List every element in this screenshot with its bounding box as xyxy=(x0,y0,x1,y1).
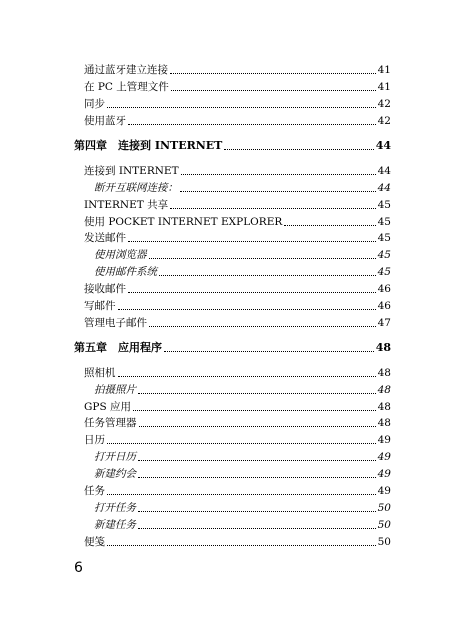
toc-label: 在 PC 上管理文件 xyxy=(84,81,169,93)
toc-page: 44 xyxy=(377,182,391,194)
leader-dots xyxy=(107,494,376,495)
chapter-label: 第四章 连接到 INTERNET xyxy=(74,139,223,152)
toc-subentry xyxy=(94,263,391,279)
leader-dots xyxy=(128,241,376,242)
toc-page: 45 xyxy=(377,199,391,211)
toc-page: 49 xyxy=(377,485,391,497)
chapter-label: 第五章 应用程序 xyxy=(74,341,162,354)
toc-entry xyxy=(84,280,391,296)
leader-dots xyxy=(128,124,376,125)
toc-label: 新建任务 xyxy=(94,519,136,531)
toc-label: 打开任务 xyxy=(94,502,136,514)
leader-dots xyxy=(224,149,373,150)
leader-dots xyxy=(159,275,376,276)
toc-label: 管理电子邮件 xyxy=(84,317,147,329)
toc-label: 打开日历 xyxy=(94,451,136,463)
toc-label: 通过蓝牙建立连接 xyxy=(84,64,168,76)
leader-dots xyxy=(164,351,374,352)
toc-subentry xyxy=(94,381,391,397)
toc-subentry xyxy=(94,246,391,262)
leader-dots xyxy=(107,107,376,108)
toc-entry xyxy=(84,112,391,128)
toc-page: 50 xyxy=(377,519,391,531)
toc-subentry xyxy=(94,499,391,515)
leader-dots xyxy=(133,410,376,411)
toc-label: 拍摄照片 xyxy=(94,384,136,396)
toc-page: 41 xyxy=(377,81,391,93)
toc-label: 断开互联网连接： xyxy=(94,182,178,194)
leader-dots xyxy=(170,208,376,209)
leader-dots xyxy=(138,393,376,394)
toc-label: 使用 POCKET INTERNET EXPLORER xyxy=(84,216,283,228)
toc-page: 48 xyxy=(377,417,391,429)
toc-entry xyxy=(84,482,391,498)
toc-page: 41 xyxy=(377,64,391,76)
toc-page: 45 xyxy=(377,232,391,244)
toc-label: 任务 xyxy=(84,485,105,497)
toc-entry xyxy=(84,229,391,245)
toc-page: 49 xyxy=(377,451,391,463)
toc-label: 使用浏览器 xyxy=(94,249,147,261)
leader-dots xyxy=(128,292,376,293)
toc-entry xyxy=(84,364,391,380)
toc-label: 发送邮件 xyxy=(84,232,126,244)
toc-entry xyxy=(84,297,391,313)
toc-label: 写邮件 xyxy=(84,300,116,312)
toc-page: 46 xyxy=(377,300,391,312)
toc-chapter-entry xyxy=(74,339,391,355)
toc-entry xyxy=(84,78,391,94)
toc-page: 50 xyxy=(377,502,391,514)
toc-page: 48 xyxy=(377,401,391,413)
toc-entry xyxy=(84,162,391,178)
toc-entry xyxy=(84,196,391,212)
toc-label: GPS 应用 xyxy=(84,401,131,413)
toc-page: 42 xyxy=(377,115,391,127)
leader-dots xyxy=(149,258,376,259)
toc-label: 使用邮件系统 xyxy=(94,266,157,278)
toc-page: 48 xyxy=(375,341,391,354)
toc-page: 45 xyxy=(377,249,391,261)
toc-label: 接收邮件 xyxy=(84,283,126,295)
leader-dots xyxy=(118,376,376,377)
toc-page: 48 xyxy=(377,384,391,396)
toc-page: 45 xyxy=(377,216,391,228)
toc-label: 使用蓝牙 xyxy=(84,115,126,127)
leader-dots xyxy=(139,426,376,427)
toc-page: 44 xyxy=(375,139,391,152)
toc-label: 照相机 xyxy=(84,367,116,379)
leader-dots xyxy=(170,73,376,74)
toc-entry xyxy=(84,431,391,447)
toc-page: 45 xyxy=(377,266,391,278)
toc-page: 50 xyxy=(377,536,391,548)
page-number: 6 xyxy=(74,560,83,576)
leader-dots xyxy=(107,443,376,444)
leader-dots xyxy=(171,90,376,91)
toc-label: 连接到 INTERNET xyxy=(84,165,179,177)
toc-page: 46 xyxy=(377,283,391,295)
leader-dots xyxy=(180,191,376,192)
leader-dots xyxy=(149,326,376,327)
toc-chapter-entry xyxy=(74,137,391,153)
toc-label: 便笺 xyxy=(84,536,105,548)
leader-dots xyxy=(181,174,376,175)
leader-dots xyxy=(107,545,376,546)
toc-entry xyxy=(84,314,391,330)
toc-subentry xyxy=(94,516,391,532)
toc-label: INTERNET 共享 xyxy=(84,199,169,211)
toc-label: 任务管理器 xyxy=(84,417,137,429)
toc-page: 44 xyxy=(377,165,391,177)
toc-subentry xyxy=(94,465,391,481)
leader-dots xyxy=(138,460,376,461)
leader-dots xyxy=(138,477,376,478)
toc-page: 48 xyxy=(377,367,391,379)
toc-label: 同步 xyxy=(84,98,105,110)
toc-entry xyxy=(84,95,391,111)
toc-label: 日历 xyxy=(84,434,105,446)
toc-subentry xyxy=(94,179,391,195)
toc-page: 42 xyxy=(377,98,391,110)
toc-entry xyxy=(84,414,391,430)
toc-page: 49 xyxy=(377,434,391,446)
toc-entry xyxy=(84,213,391,229)
toc-entry xyxy=(84,533,391,549)
toc-page: 49 xyxy=(377,468,391,480)
toc-subentry xyxy=(94,448,391,464)
toc-entry xyxy=(84,61,391,77)
toc-page: 47 xyxy=(377,317,391,329)
leader-dots xyxy=(138,528,376,529)
leader-dots xyxy=(118,309,376,310)
toc-entry xyxy=(84,398,391,414)
toc-label: 新建约会 xyxy=(94,468,136,480)
leader-dots xyxy=(284,225,375,226)
leader-dots xyxy=(138,511,376,512)
